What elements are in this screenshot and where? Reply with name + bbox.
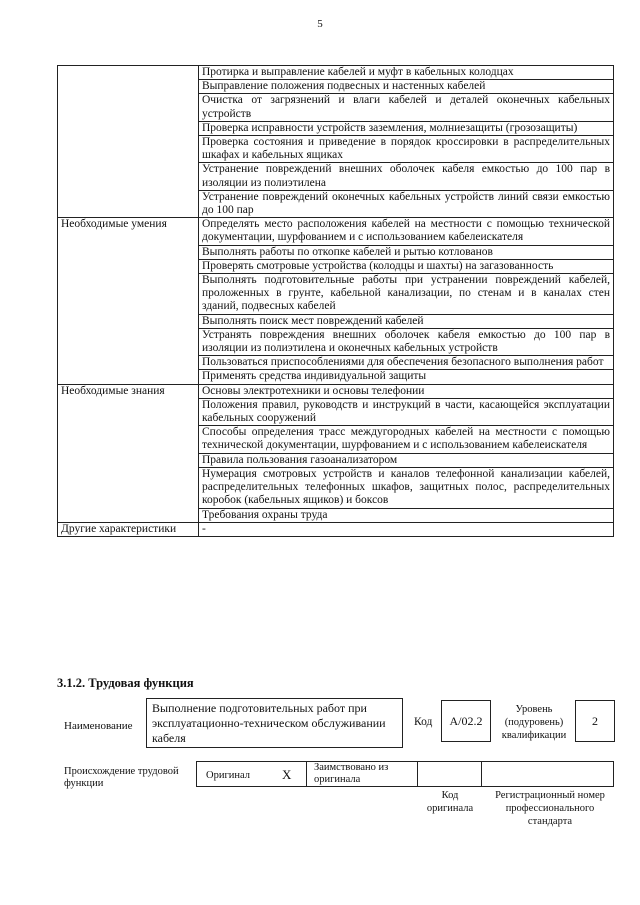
row-item: -	[199, 522, 614, 536]
requirements-table	[57, 65, 614, 537]
row-item: Выполнять поиск мест повреждений кабелей	[199, 314, 614, 328]
row-label: Другие характеристики	[58, 522, 199, 536]
row-item: Очистка от загрязнений и влаги кабелей и деталей оконечных кабельных устройств	[199, 94, 614, 121]
function-level-box	[575, 700, 615, 742]
function-level-value: 2	[592, 713, 598, 728]
row-item: Применять средства индивидуальной защиты	[199, 370, 614, 384]
row-item: Устранение повреждений оконечных кабельных устройств линий связи емкостью до 100 пар	[199, 190, 614, 217]
row-item: Проверять смотровые устройства (колодцы и шахты) на загазованность	[199, 259, 614, 273]
original-mark: X	[282, 767, 292, 782]
row-label: Необходимые знания	[58, 384, 199, 522]
row-item: Пользоваться приспособлениями для обеспечения безопасного выполнения работ	[199, 356, 614, 370]
row-item: Нумерация смотровых устройств и каналов телефонной канализации кабелей, распределительных телефонных шкафов, защитных полос, распределительных коробок (кабельных ящиков) и боксов	[199, 467, 614, 508]
row-label: Необходимые умения	[58, 218, 199, 384]
function-name-value: Выполнение подготовительных работ при эксплуатационно-техническом обслуживании кабеля	[152, 701, 386, 745]
row-label	[58, 66, 199, 218]
section-title: 3.1.2. Трудовая функция	[57, 676, 194, 690]
borrowed-label: Заимствовано из оригинала	[314, 762, 389, 785]
row-item: Требования охраны труда	[199, 508, 614, 522]
row-item: Протирка и выправление кабелей и муфт в кабельных колодцах	[199, 66, 614, 80]
row-item: Устранять повреждения внешних оболочек кабеля емкостью до 100 пар в изоляции из полиэтилена и оконечных кабельных устройств	[199, 328, 614, 355]
row-item: Определять место расположения кабелей на местности с помощью технической документации, шурфованием и с использованием кабелеискателя	[199, 218, 614, 245]
level-label: Уровень (подуровень) квалификации	[501, 704, 567, 741]
code-label: Код	[414, 716, 433, 728]
row-item: Выполнять подготовительные работы при устранении повреждений кабелей, проложенных в грунте, кабельной канализации, по стенам и в каналах стен зданий, подвесных кабелей	[199, 274, 614, 315]
origin-label: Происхождение трудовой функции	[64, 766, 179, 789]
row-item: Выправление положения подвесных и настенных кабелей	[199, 80, 614, 94]
page-number: 5	[317, 18, 323, 30]
function-code-value: А/02.2	[449, 713, 483, 728]
row-item: Правила пользования газоанализатором	[199, 453, 614, 467]
row-item: Устранение повреждений внешних оболочек кабеля емкостью до 100 пар в изоляции из полиэтилена	[199, 163, 614, 190]
table-row	[58, 384, 614, 398]
row-item: Основы электротехники и основы телефонии	[199, 384, 614, 398]
table-row	[58, 218, 614, 245]
code-original-caption: Код оригинала	[426, 790, 474, 814]
row-item: Выполнять работы по откопке кабелей и рытью котлованов	[199, 245, 614, 259]
row-item: Проверка исправности устройств заземления, молниезащиты (грозозащиты)	[199, 121, 614, 135]
function-code-box	[441, 700, 491, 742]
reg-number-caption: Регистрационный номер профессионального стандарта	[495, 790, 605, 827]
name-label: Наименование	[64, 720, 133, 732]
row-item: Способы определения трасс междугородных кабелей на местности с помощью технической документации, шурфованием и с использованием кабелеискателя	[199, 426, 614, 453]
function-name-box	[146, 698, 403, 748]
table-row	[58, 66, 614, 80]
row-item: Положения правил, руководств и инструкций в части, касающейся эксплуатации кабельных сооружений	[199, 398, 614, 425]
original-label: Оригинал	[206, 770, 250, 781]
table-row	[58, 522, 614, 536]
row-item: Проверка состояния и приведение в порядок кроссировки в распределительных шкафах и кабельных ящиках	[199, 136, 614, 163]
